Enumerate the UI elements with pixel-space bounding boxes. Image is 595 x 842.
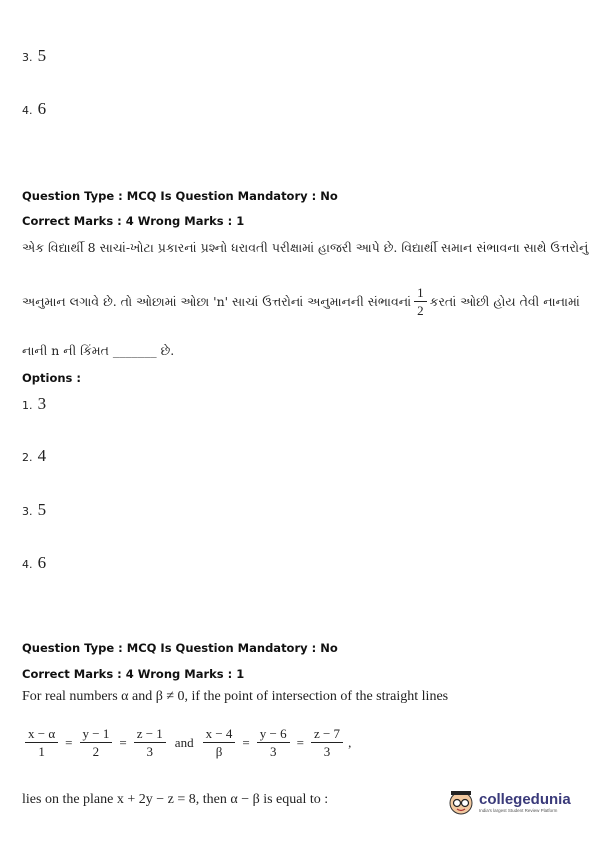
option-value: 6 (37, 553, 47, 572)
fraction-numerator: x − α (25, 725, 58, 743)
question-text-line-3: lies on the plane x + 2y − z = 8, then α − β is equal to : (22, 792, 329, 807)
question-text-line-1: એક વિદ્યાર્થી 8 સાચાં-ખોટા પ્રકારનાં પ્રશ્નો ધરાવતી પરીક્ષામાં હાજરી આપે છે. વિદ્યાર્થી સમાન સંભાવના સાથે ઉત્તરોનું (22, 240, 589, 255)
fraction (203, 725, 236, 760)
option-number: 2. (22, 451, 33, 464)
fraction-half (414, 284, 427, 319)
options-label: Options : (22, 371, 81, 385)
question-text-part: અનુમાન લગાવે છે. તો ઓછામાં ઓછા 'n' સાચાં ઉત્તરોનાં અનુમાનની સંભાવનાં (22, 293, 412, 309)
fraction (134, 725, 166, 760)
collegedunia-logo (446, 786, 571, 818)
question-text-line-3: નાની n ની કિંમત _______ છે. (22, 343, 175, 358)
fraction-denominator: 1 (38, 744, 45, 759)
equals-sign: = (119, 734, 127, 750)
fraction-denominator: β (215, 744, 223, 759)
option-4-prev (22, 99, 46, 119)
fraction-numerator: 1 (414, 284, 427, 302)
option-4[interactable] (22, 553, 46, 573)
question-type-line: Question Type : MCQ Is Question Mandatory : No (22, 189, 338, 203)
option-value: 5 (37, 500, 47, 519)
option-value: 3 (37, 394, 47, 413)
option-number: 3. (22, 51, 33, 64)
fraction (257, 725, 290, 760)
question-text-part: કરતાં ઓછી હોય તેવી નાનામાં (429, 293, 580, 309)
mascot-icon (446, 786, 476, 818)
line-equations (22, 725, 351, 760)
fraction-denominator: 3 (269, 744, 277, 759)
fraction-denominator: 2 (417, 303, 424, 318)
question-text-line-2 (22, 284, 580, 319)
and-word: and (174, 734, 194, 750)
marks-line: Correct Marks : 4 Wrong Marks : 1 (22, 214, 245, 228)
fraction-numerator: z − 7 (311, 725, 343, 743)
option-3-prev (22, 46, 46, 66)
option-value: 5 (37, 46, 47, 65)
question-text-line-1: For real numbers α and β ≠ 0, if the point of intersection of the straight lines (22, 689, 449, 704)
fraction (25, 725, 58, 760)
fraction-numerator: y − 1 (80, 725, 113, 743)
fraction-denominator: 3 (146, 744, 153, 759)
option-number: 4. (22, 104, 33, 117)
option-1[interactable] (22, 394, 46, 414)
fraction-numerator: z − 1 (134, 725, 166, 743)
logo-tagline: India's largest Student Review Platform (479, 808, 558, 813)
fraction-denominator: 2 (92, 744, 100, 759)
equals-sign: = (242, 734, 250, 750)
option-2[interactable] (22, 446, 46, 466)
equals-sign: = (65, 734, 73, 750)
marks-line: Correct Marks : 4 Wrong Marks : 1 (22, 667, 245, 681)
option-value: 6 (37, 99, 47, 118)
trailing-comma: , (348, 734, 352, 750)
option-3[interactable] (22, 500, 46, 520)
option-number: 1. (22, 399, 33, 412)
fraction-numerator: x − 4 (203, 725, 236, 743)
option-number: 3. (22, 505, 33, 518)
option-number: 4. (22, 558, 33, 571)
equals-sign: = (296, 734, 304, 750)
question-type-line: Question Type : MCQ Is Question Mandatory : No (22, 641, 338, 655)
fraction (311, 725, 343, 760)
option-value: 4 (37, 446, 47, 465)
fraction-denominator: 3 (323, 744, 331, 759)
logo-name: collegedunia (479, 791, 571, 808)
fraction (80, 725, 113, 760)
fraction-numerator: y − 6 (257, 725, 290, 743)
